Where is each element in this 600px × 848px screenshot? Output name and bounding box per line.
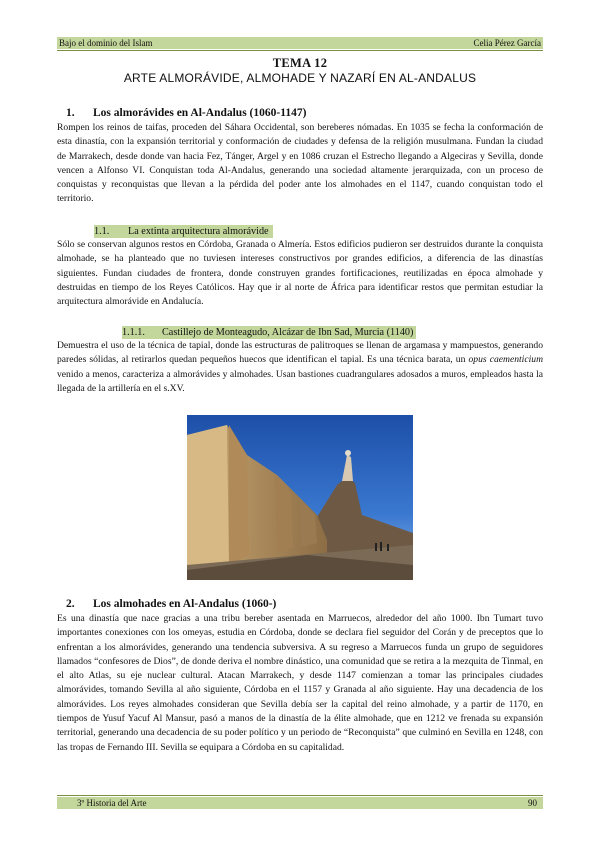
section-1-text: Rompen los reinos de taifas, proceden del Sáhara Occidental, son bereberes nómadas. En 1035 se fecha la conformación de esta dinastía, con la expansión territorial y conformación de ciudades y defensa de la religión musulmana. Fundan la ciudad de Marrakech, desde donde van hacia Fez, Tánger, Argel y en 1086 cruzan el Estrecho llegando a Algeciras y Sevilla, donde vencen a Alfonso VI. Conquistan toda Al-Andalus, generando una sociedad altamente jerarquizada, con un proceso de conquistas y reconquistas que llevan a la pérdida del poder ante los almohades en el 1147, cuando conquistan todo el territorio. (57, 122, 543, 205)
doc-title: TEMA 12 (272, 56, 328, 70)
page-header (57, 37, 543, 49)
section-1-heading (66, 107, 306, 119)
section-2-text: Es una dinastía que nace gracias a una tribu bereber asentada en Marruecos, alrededor del año 1000. Ibn Tumart tuvo importantes conexiones con los omeyas, estudia en Córdoba, donde se declara fiel seguidor del Corán y de preceptos que lo enfrentan a los almorávides, generando una tendencia subversiva. A su regreso a Marruecos funda un grupo de seguidores llamados “confesores de Dios”, de donde deriva el nombre dinástico, una comunidad que se retira a la mezquita de Tinmal, en el alto Atlas, su eje nuclear cultural. Atacan Marrakech, y desde 1147 comienzan a tomar las principales ciudades almorávides, tomando Sevilla al año siguiente, Córdoba en el 1157 y Granada al año siguiente. Hay una decadencia de los almorávides. Los reyes almohades consideran que Sevilla debía ser la capital del reino almohade, y a partir de 1170, en tiempos de Yusuf Yacuf Al Mansur, pasó a manos de la dinastía de la élite almohade, que en 1212 ve frenada su expansión territorial, generando una decadencia de su poder político y un periodo de “Reconquista” que culminó en Sevilla en 1248, con las tropas de Fernando III. Sevilla se equipara a Córdoba en su capitalidad. (57, 613, 543, 753)
section-1-1-title: La extinta arquitectura almorávide (128, 226, 269, 237)
footer-left: 3º Historia del Arte (77, 798, 147, 808)
section-1-number: 1. (66, 107, 75, 119)
page-footer (57, 797, 543, 809)
section-1-1-1-heading (122, 326, 416, 339)
section-1-1-1-number: 1.1.1. (122, 327, 145, 338)
section-1-1-number: 1.1. (94, 226, 110, 237)
section-1-1-1-text-italic: opus caementicium (468, 354, 543, 366)
header-left: Bajo el dominio del Islam (59, 38, 153, 48)
doc-subtitle: ARTE ALMORÁVIDE, ALMOHADE Y NAZARÍ EN AL-ANDALUS (123, 71, 477, 85)
section-1-1-1-title: Castillejo de Monteagudo, Alcázar de Ibn Sad, Murcia (1140) (162, 327, 414, 338)
page-number: 90 (528, 798, 537, 808)
section-1-1-1-text (57, 339, 543, 396)
section-1-1-heading (94, 225, 273, 238)
section-2-number: 2. (66, 598, 75, 610)
section-2-title: Los almohades en Al-Andalus (1060-) (93, 598, 277, 610)
header-right: Celia Pérez García (473, 38, 541, 48)
section-1-title: Los almorávides en Al-Andalus (1060-1147) (93, 107, 307, 119)
section-1-1-text: Sólo se conservan algunos restos en Córdoba, Granada o Almería. Estos edificios pudieron ser destruidos durante la conquista almohade, se ha planteado que no tuviesen intereses constructivos por grandes edificios, a diferencia de las dinastías siguientes. Fundan ciudades de frontera, donde construyen grandes fortificaciones, reutilizadas en época almohade y destruidas en tiempo de los Reyes Católicos. Hay que ir al norte de África para identificar restos que permitan estudiar la arquitectura almorávide en Andalucía. (57, 239, 543, 308)
castle-photo (187, 415, 413, 580)
header-divider (57, 50, 543, 51)
section-1-1-1-text-b: venido a menos, caracteriza a almorávides y almohades. Usan bastiones cuadrangulares adosados a muros, empleados hasta la llegada de la artillería en el s.XV. (57, 368, 543, 394)
footer-divider (57, 795, 543, 796)
section-2-heading (66, 598, 276, 610)
section-1-1-1-text-a: Demuestra el uso de la técnica de tapial, donde las estructuras de palitroques se llenan de argamasa y mampuestos, generando paredes sólidas, al retirarlos quedan pequeños huecos que identifican el tapial. Es una técnica barata, un (57, 340, 543, 366)
